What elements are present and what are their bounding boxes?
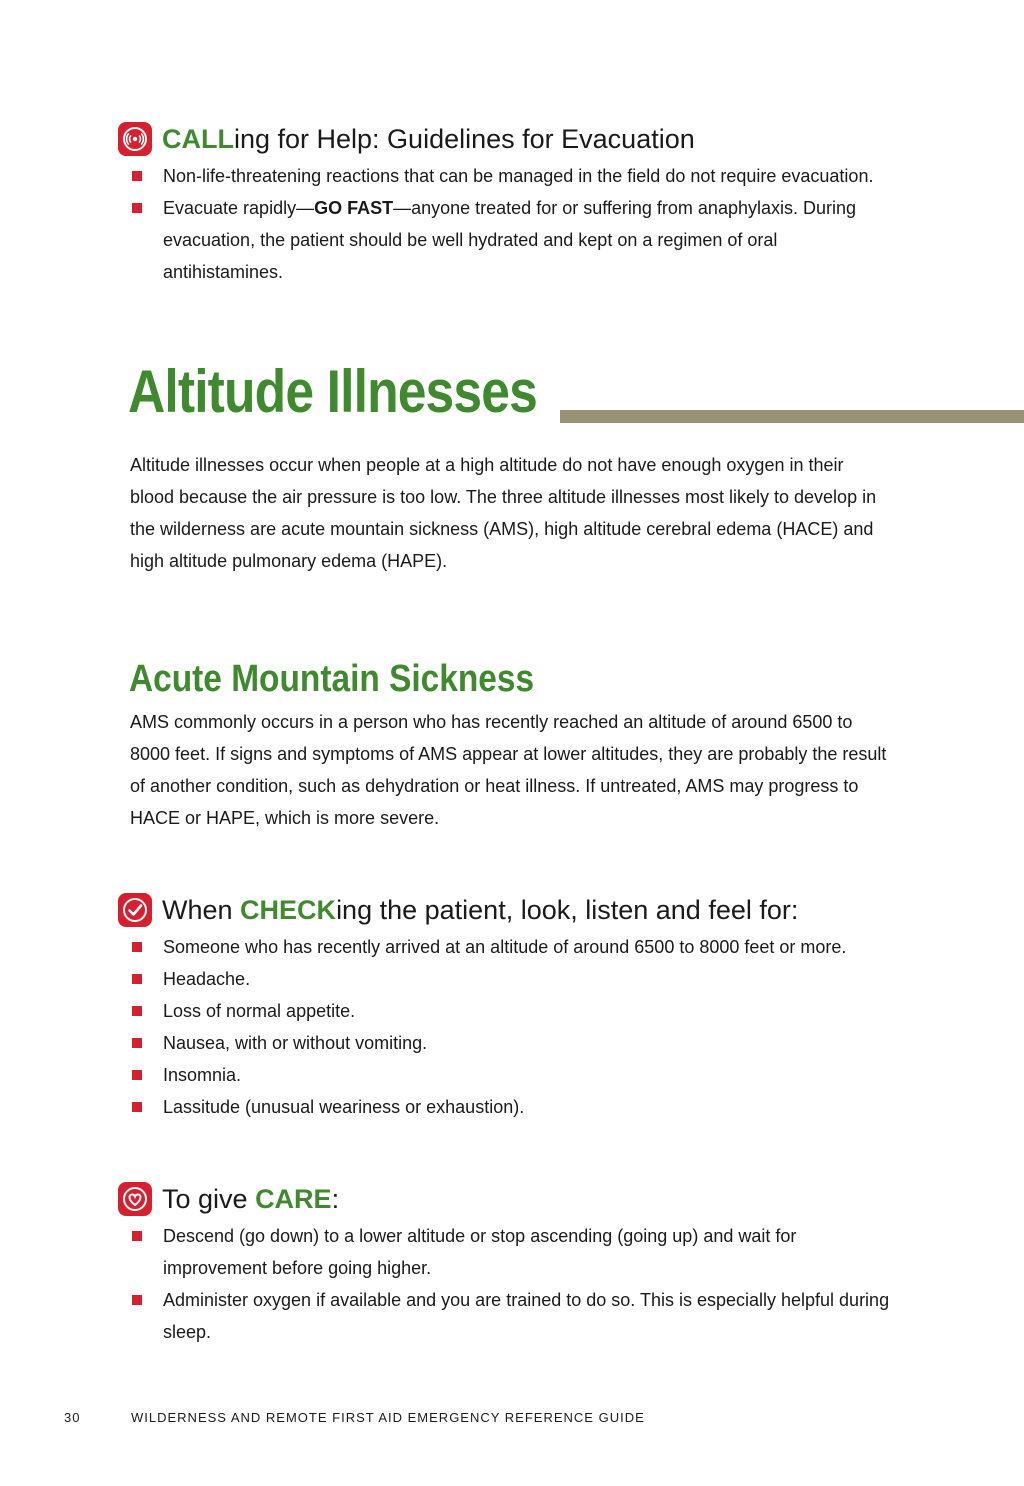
care-heading: To give CARE : bbox=[118, 1182, 339, 1216]
list-item: Administer oxygen if available and you are trained to do so. This is especially helpful during sleep. bbox=[130, 1284, 890, 1348]
checkmark-circle-icon bbox=[118, 893, 152, 927]
list-item: Lassitude (unusual weariness or exhaustion). bbox=[130, 1091, 890, 1123]
altitude-intro-paragraph: Altitude illnesses occur when people at a high altitude do not have enough oxygen in their blood because the air pressure is too low. The three altitude illnesses most likely to develop in the wilderness are acute mountain sickness (AMS), high altitude cerebral edema (HACE) and high altitude pulmonary edema (HAPE). bbox=[130, 455, 877, 571]
list-item: Someone who has recently arrived at an altitude of around 6500 to 8000 feet or more. bbox=[130, 931, 890, 963]
title-rule-divider bbox=[560, 410, 1024, 423]
care-bullet-list bbox=[130, 1220, 890, 1348]
care-keyword: CARE bbox=[255, 1183, 332, 1214]
go-fast-emphasis: GO FAST bbox=[314, 198, 394, 218]
checking-heading-text: ing the patient, look, listen and feel for: bbox=[336, 894, 799, 925]
page-number: 30 bbox=[64, 1410, 81, 1425]
calling-heading-text: ing for Help: Guidelines for Evacuation bbox=[233, 123, 695, 154]
list-item: Insomnia. bbox=[130, 1059, 890, 1091]
list-item: Headache. bbox=[130, 963, 890, 995]
list-item: Evacuate rapidly—GO FAST—anyone treated for or suffering from anaphylaxis. During evacuation, the patient should be well hydrated and kept on a regimen of oral antihistamines. bbox=[130, 192, 890, 288]
heart-circle-icon bbox=[118, 1182, 152, 1216]
signal-broadcast-icon bbox=[118, 122, 152, 156]
checking-bullet-list bbox=[130, 931, 890, 1123]
checking-keyword: CHECK bbox=[240, 894, 337, 925]
section-title-ams: Acute Mountain Sickness bbox=[129, 658, 535, 700]
calling-heading bbox=[118, 122, 695, 156]
footer-guide-title: WILDERNESS AND REMOTE FIRST AID EMERGENCY REFERENCE GUIDE bbox=[131, 1410, 645, 1425]
list-item: Descend (go down) to a lower altitude or stop ascending (going up) and wait for improvement before going higher. bbox=[130, 1220, 890, 1284]
list-item: Non-life-threatening reactions that can be managed in the field do not require evacuation. bbox=[130, 160, 890, 192]
calling-keyword: CALL bbox=[162, 123, 234, 154]
list-item: Nausea, with or without vomiting. bbox=[130, 1027, 890, 1059]
ams-paragraph: AMS commonly occurs in a person who has recently reached an altitude of around 6500 to 8000 feet. If signs and symptoms of AMS appear at lower altitudes, they are probably the result of another condition, such as dehydration or heat illness. If untreated, AMS may progress to HACE or HAPE, which is more severe. bbox=[130, 712, 887, 828]
checking-heading: When CHECK ing the patient, look, listen and feel for: bbox=[118, 893, 798, 927]
list-item: Loss of normal appetite. bbox=[130, 995, 890, 1027]
page-title: Altitude Illnesses bbox=[128, 358, 537, 425]
calling-bullet-list bbox=[130, 160, 890, 288]
